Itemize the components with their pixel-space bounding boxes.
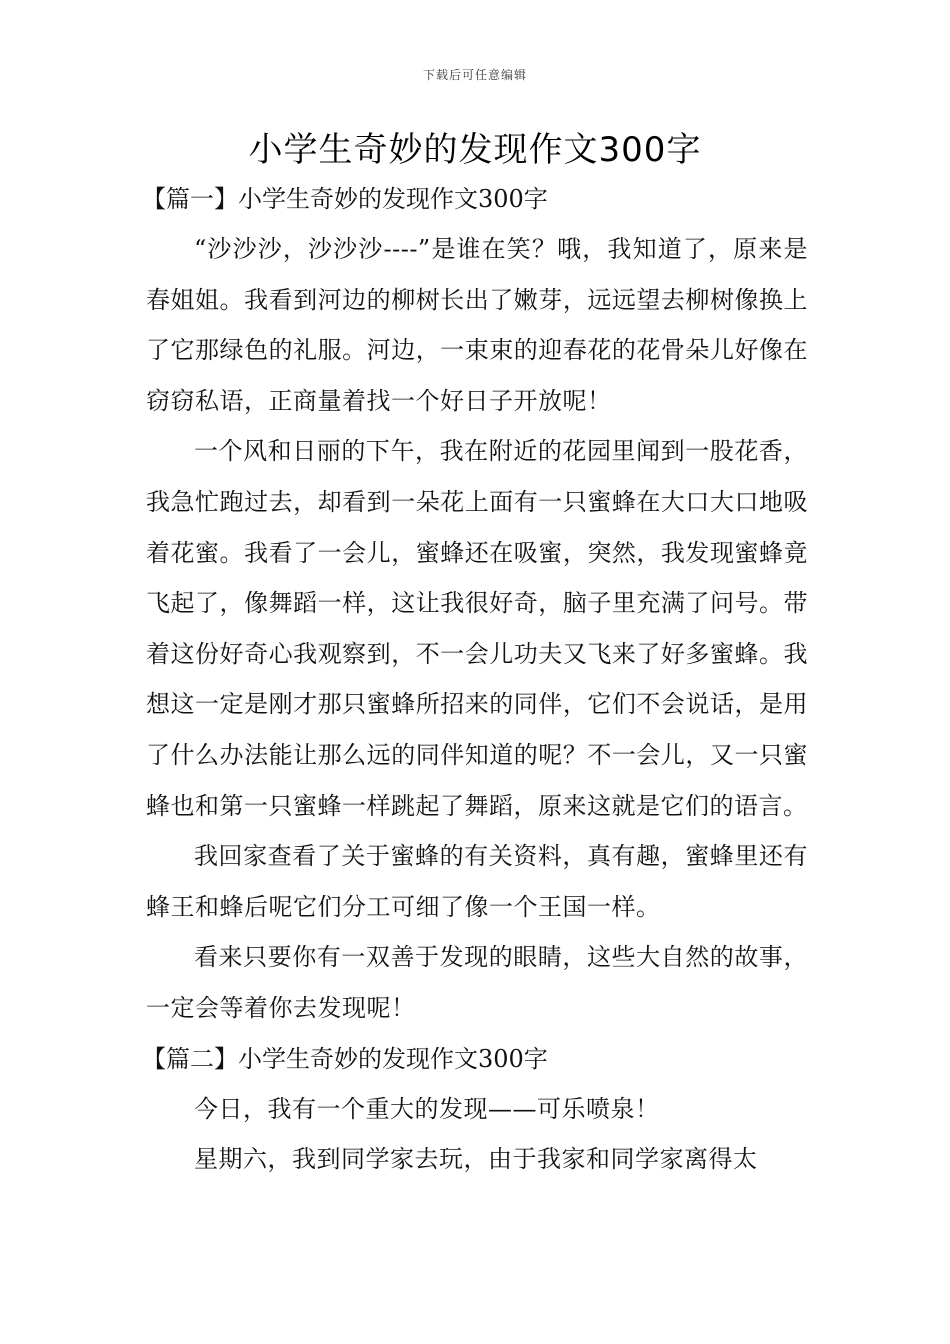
paragraph: 今日，我有一个重大的发现——可乐喷泉！ <box>194 1094 660 1123</box>
document-body <box>142 174 808 1185</box>
paragraph: 星期六，我到同学家去玩，由于我家和同学家离得太 <box>194 1145 758 1174</box>
paragraph: 看来只要你有一双善于发现的眼睛，这些大自然的故事，一定会等着你去发现呢！ <box>146 943 808 1022</box>
paragraph: “沙沙沙，沙沙沙----”是谁在笑？哦，我知道了，原来是春姐姐。我看到河边的柳树长出了嫩芽，远远望去柳树像换上了它那绿色的礼服。河边，一束束的迎春花的花骨朵儿好像在窃窃私语，正商量着找一个好日子开放呢！ <box>146 235 808 415</box>
section-1 <box>142 174 808 1034</box>
header-note: 下载后可任意编辑 <box>422 68 527 82</box>
section-heading: 【篇一】小学生奇妙的发现作文300字 <box>142 185 548 213</box>
document-title: 小学生奇妙的发现作文300字 <box>248 130 702 170</box>
section-heading: 【篇二】小学生奇妙的发现作文300字 <box>142 1044 548 1073</box>
paragraph: 一个风和日丽的下午，我在附近的花园里闻到一股花香，我急忙跑过去，却看到一朵花上面有一只蜜蜂在大口大口地吸着花蜜。我看了一会儿，蜜蜂还在吸蜜，突然，我发现蜜蜂竟飞起了，像舞蹈一样，这让我很好奇，脑子里充满了问号。带着这份好奇心我观察到，不一会儿功夫又飞来了好多蜜蜂。我想这一定是刚才那只蜜蜂所招来的同伴，它们不会说话，是用了什么办法能让那么远的同伴知道的呢？不一会儿，又一只蜜蜂也和第一只蜜蜂一样跳起了舞蹈，原来这就是它们的语言。 <box>146 437 808 820</box>
section-2 <box>142 1034 808 1185</box>
paragraph: 我回家查看了关于蜜蜂的有关资料，真有趣，蜜蜂里还有蜂王和蜂后呢它们分工可细了像一个王国一样。 <box>146 842 808 921</box>
